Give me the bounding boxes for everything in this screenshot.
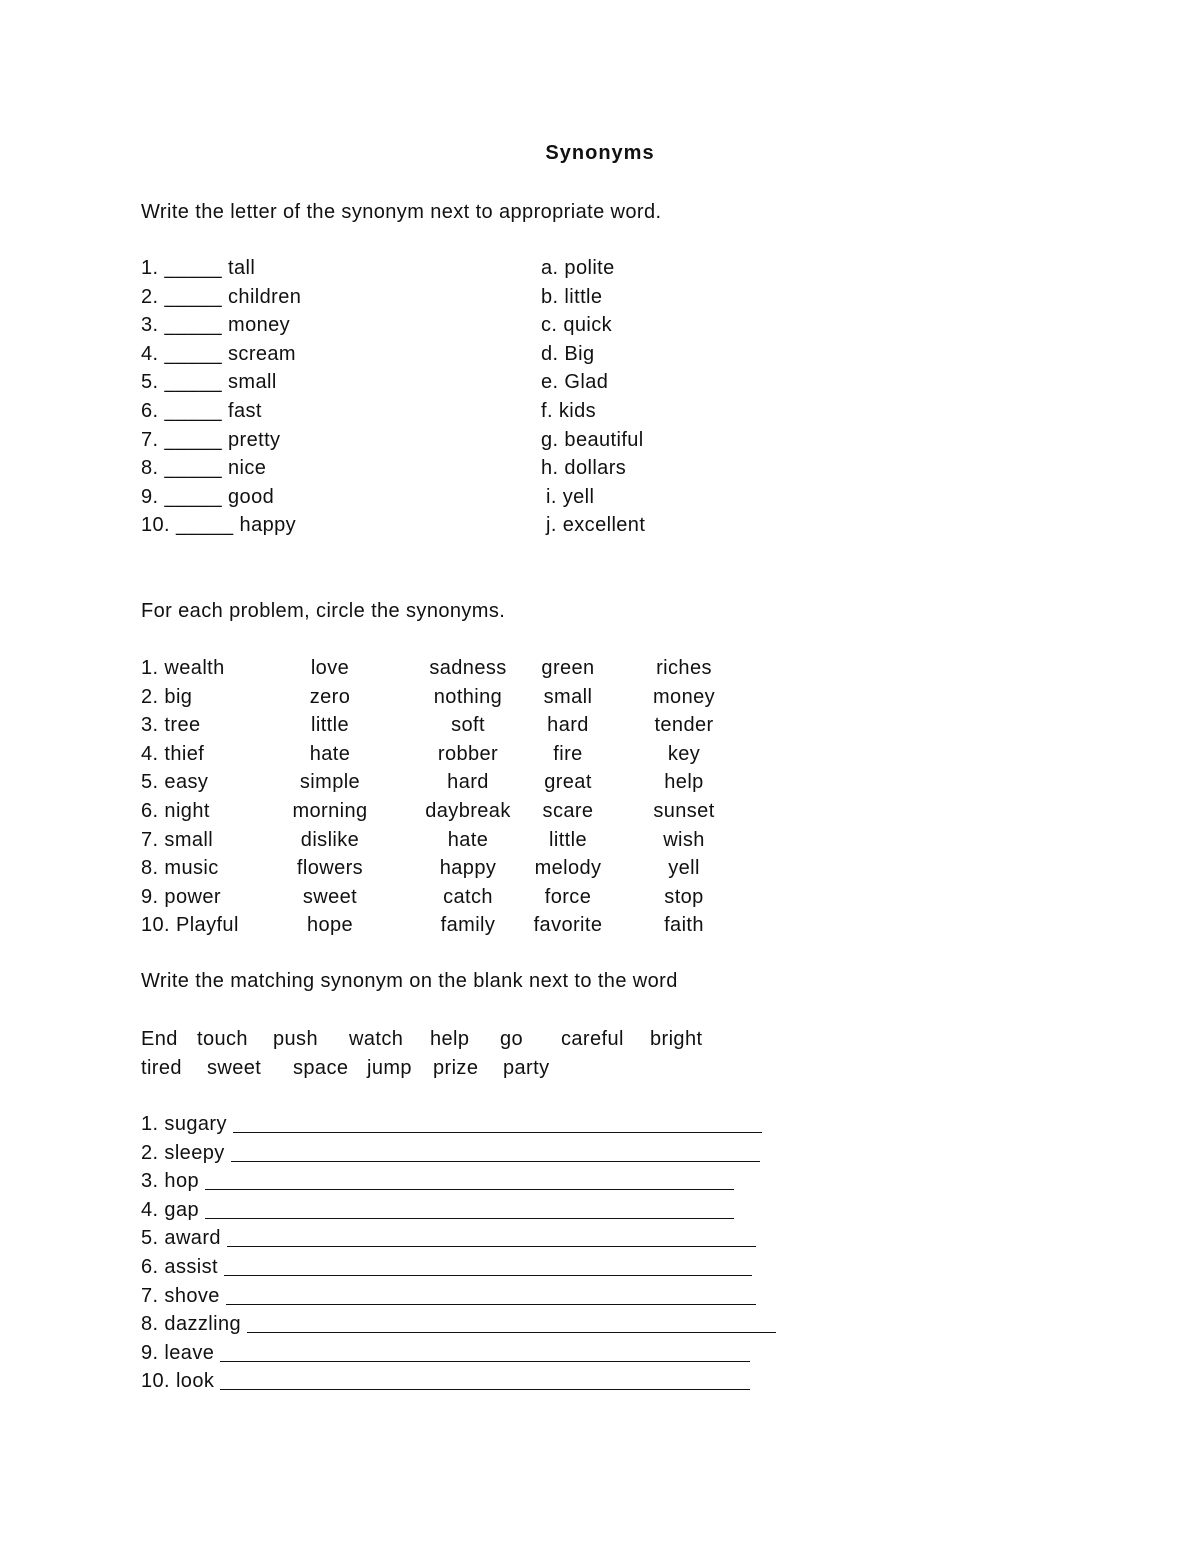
word-bank-item: watch xyxy=(349,1028,404,1050)
problem-word: 6. night xyxy=(141,800,210,822)
answer-blank[interactable]: _____ xyxy=(164,371,223,393)
word-bank-item: careful xyxy=(561,1028,624,1050)
item-number: 7. xyxy=(141,429,165,451)
fill-in-item xyxy=(141,1255,752,1279)
section3-instruction: Write the matching synonym on the blank next to the word xyxy=(141,970,678,992)
matching-option: g. beautiful xyxy=(541,429,644,451)
choice-word[interactable]: tender xyxy=(654,714,714,736)
word-bank-item: help xyxy=(430,1028,470,1050)
word-bank-item: End xyxy=(141,1028,178,1050)
matching-option: e. Glad xyxy=(541,371,609,393)
answer-blank[interactable]: _____ xyxy=(164,314,223,336)
answer-blank[interactable]: _____ xyxy=(164,286,223,308)
problem-word: 10. Playful xyxy=(141,914,239,936)
fill-in-word: 7. shove xyxy=(141,1285,220,1307)
choice-word[interactable]: simple xyxy=(299,771,361,793)
problem-word: 1. wealth xyxy=(141,657,225,679)
choice-word[interactable]: wish xyxy=(663,829,705,851)
item-word: money xyxy=(222,314,291,336)
matching-item xyxy=(141,428,280,452)
choice-word[interactable]: little xyxy=(311,714,349,736)
fill-in-word: 5. award xyxy=(141,1227,221,1249)
choice-word[interactable]: green xyxy=(541,657,595,679)
choice-word[interactable]: help xyxy=(664,771,704,793)
problem-word: 2. big xyxy=(141,686,193,708)
choice-word[interactable]: scare xyxy=(542,800,594,822)
choice-word[interactable]: fire xyxy=(553,743,583,765)
item-number: 5. xyxy=(141,371,165,393)
item-word: nice xyxy=(222,457,267,479)
problem-word: 9. power xyxy=(141,886,221,908)
word-bank-item: bright xyxy=(650,1028,703,1050)
choice-word[interactable]: soft xyxy=(451,714,485,736)
item-word: scream xyxy=(222,343,296,365)
matching-option: a. polite xyxy=(541,257,615,279)
answer-line[interactable] xyxy=(231,1143,760,1162)
matching-option: j. excellent xyxy=(546,514,646,536)
item-word: pretty xyxy=(222,429,281,451)
answer-blank[interactable]: _____ xyxy=(164,429,223,451)
answer-blank[interactable]: _____ xyxy=(164,457,223,479)
answer-line[interactable] xyxy=(227,1228,756,1247)
word-bank-item: tired xyxy=(141,1057,182,1079)
choice-word[interactable]: sweet xyxy=(302,886,358,908)
fill-in-item xyxy=(141,1284,756,1308)
choice-word[interactable]: hate xyxy=(447,829,489,851)
problem-word: 4. thief xyxy=(141,743,205,765)
item-word: children xyxy=(222,286,302,308)
matching-item xyxy=(141,285,301,309)
word-bank-item: push xyxy=(273,1028,318,1050)
answer-line[interactable] xyxy=(220,1343,750,1362)
fill-in-word: 6. assist xyxy=(141,1256,218,1278)
answer-blank[interactable]: _____ xyxy=(175,514,234,536)
choice-word[interactable]: flowers xyxy=(296,857,364,879)
choice-word[interactable]: nothing xyxy=(433,686,503,708)
item-word: small xyxy=(222,371,277,393)
choice-word[interactable]: stop xyxy=(664,886,704,908)
item-number: 4. xyxy=(141,343,165,365)
answer-line[interactable] xyxy=(205,1171,734,1190)
choice-word[interactable]: great xyxy=(544,771,592,793)
matching-option: c. quick xyxy=(541,314,613,336)
item-number: 9. xyxy=(141,486,165,508)
fill-in-word: 10. look xyxy=(141,1370,215,1392)
matching-item xyxy=(141,313,290,337)
matching-item xyxy=(141,513,296,537)
answer-line[interactable] xyxy=(224,1257,752,1276)
problem-word: 3. tree xyxy=(141,714,201,736)
fill-in-item xyxy=(141,1112,762,1136)
fill-in-word: 2. sleepy xyxy=(141,1142,225,1164)
choice-word[interactable]: robber xyxy=(437,743,499,765)
choice-word[interactable]: daybreak xyxy=(425,800,511,822)
matching-option: h. dollars xyxy=(541,457,627,479)
word-bank-item: party xyxy=(503,1057,550,1079)
fill-in-word: 4. gap xyxy=(141,1199,200,1221)
item-number: 8. xyxy=(141,457,165,479)
choice-word[interactable]: hard xyxy=(447,771,489,793)
fill-in-item xyxy=(141,1312,776,1336)
choice-word[interactable]: money xyxy=(652,686,716,708)
choice-word[interactable]: dislike xyxy=(300,829,360,851)
matching-item xyxy=(141,399,262,423)
matching-item xyxy=(141,342,296,366)
choice-word[interactable]: yell xyxy=(668,857,700,879)
answer-blank[interactable]: _____ xyxy=(164,257,223,279)
item-number: 2. xyxy=(141,286,165,308)
problem-word: 8. music xyxy=(141,857,219,879)
choice-word[interactable]: favorite xyxy=(533,914,603,936)
choice-word[interactable]: family xyxy=(440,914,496,936)
choice-word[interactable]: riches xyxy=(656,657,712,679)
choice-word[interactable]: melody xyxy=(534,857,602,879)
fill-in-item xyxy=(141,1226,756,1250)
choice-word[interactable]: small xyxy=(543,686,593,708)
choice-word[interactable]: happy xyxy=(439,857,497,879)
item-number: 6. xyxy=(141,400,165,422)
item-number: 3. xyxy=(141,314,165,336)
choice-word[interactable]: little xyxy=(549,829,587,851)
item-word: tall xyxy=(222,257,256,279)
item-word: fast xyxy=(222,400,262,422)
item-word: good xyxy=(222,486,275,508)
fill-in-word: 1. sugary xyxy=(141,1113,227,1135)
choice-word[interactable]: hate xyxy=(309,743,351,765)
matching-item xyxy=(141,485,274,509)
choice-word[interactable]: love xyxy=(310,657,350,679)
fill-in-word: 8. dazzling xyxy=(141,1313,242,1335)
word-bank-item: jump xyxy=(367,1057,412,1079)
word-bank-item: prize xyxy=(433,1057,479,1079)
item-number: 1. xyxy=(141,257,165,279)
choice-word[interactable]: morning xyxy=(292,800,368,822)
fill-in-item xyxy=(141,1141,760,1165)
item-word: happy xyxy=(233,514,297,536)
choice-word[interactable]: faith xyxy=(664,914,704,936)
choice-word[interactable]: sadness xyxy=(429,657,507,679)
section1-instruction: Write the letter of the synonym next to appropriate word. xyxy=(141,201,662,223)
matching-option: f. kids xyxy=(541,400,597,422)
problem-word: 7. small xyxy=(141,829,214,851)
answer-line[interactable] xyxy=(205,1200,734,1219)
answer-line[interactable] xyxy=(220,1371,750,1390)
fill-in-item xyxy=(141,1169,734,1193)
choice-word[interactable]: hope xyxy=(306,914,354,936)
choice-word[interactable]: sunset xyxy=(653,800,715,822)
fill-in-item xyxy=(141,1369,750,1393)
fill-in-item xyxy=(141,1198,734,1222)
matching-item xyxy=(141,456,266,480)
matching-option: i. yell xyxy=(546,486,595,508)
choice-word[interactable]: key xyxy=(667,743,701,765)
answer-blank[interactable]: _____ xyxy=(164,486,223,508)
answer-line[interactable] xyxy=(233,1114,762,1133)
fill-in-word: 9. leave xyxy=(141,1342,215,1364)
matching-option: d. Big xyxy=(541,343,595,365)
word-bank-item: sweet xyxy=(207,1057,262,1079)
answer-line[interactable] xyxy=(247,1314,776,1333)
answer-line[interactable] xyxy=(226,1286,756,1305)
answer-blank[interactable]: _____ xyxy=(164,343,223,365)
fill-in-item xyxy=(141,1341,750,1365)
matching-option: b. little xyxy=(541,286,603,308)
item-number: 10. xyxy=(141,514,176,536)
section2-instruction: For each problem, circle the synonyms. xyxy=(141,600,506,622)
word-bank-item: touch xyxy=(197,1028,248,1050)
matching-item xyxy=(141,370,277,394)
answer-blank[interactable]: _____ xyxy=(164,400,223,422)
problem-word: 5. easy xyxy=(141,771,209,793)
fill-in-word: 3. hop xyxy=(141,1170,200,1192)
choice-word[interactable]: hard xyxy=(547,714,589,736)
choice-word[interactable]: force xyxy=(544,886,592,908)
page-title: Synonyms xyxy=(545,142,655,164)
choice-word[interactable]: zero xyxy=(309,686,351,708)
word-bank-item: go xyxy=(500,1028,524,1050)
word-bank-item: space xyxy=(293,1057,349,1079)
matching-item xyxy=(141,256,255,280)
choice-word[interactable]: catch xyxy=(443,886,493,908)
